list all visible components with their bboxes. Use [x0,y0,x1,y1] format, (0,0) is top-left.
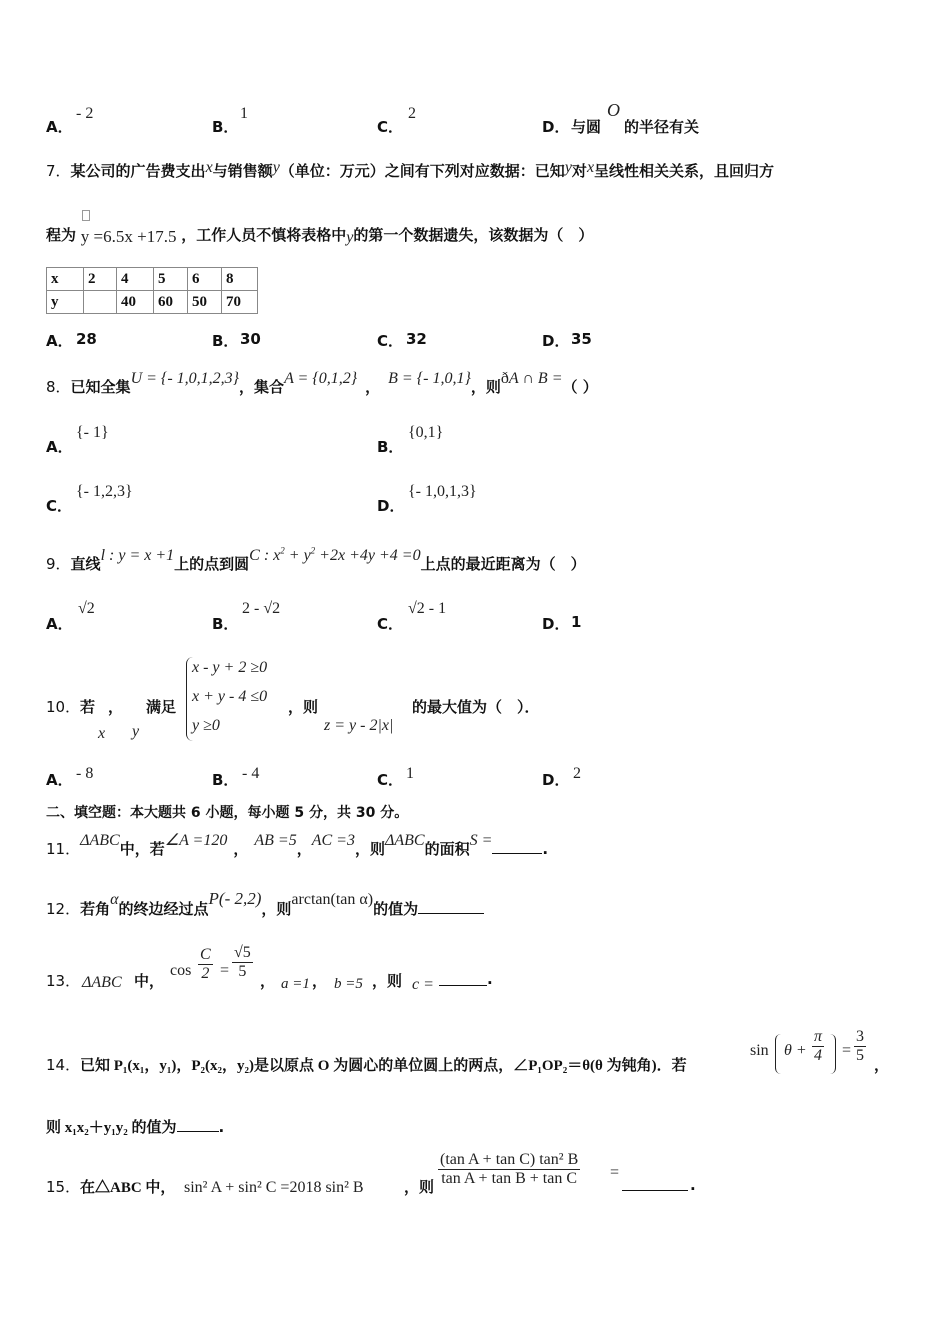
q15-condition: sin² A + sin² C =2018 sin² B [184,1179,364,1196]
q6-option-c: 2 [408,105,416,122]
q15-numerator: (tan A + tan C) tan² B [440,1151,579,1168]
q10-text3: ，则 [288,698,319,716]
q8-complement: ð [500,370,509,387]
q7-number: 7． [46,162,71,180]
q10-var-x: x [98,725,106,742]
q8-label-b: B． [377,438,404,456]
q7-label-d: D． [542,332,570,350]
q7-y: y [272,159,280,176]
q6-option-a: - 2 [76,105,94,122]
table-cell: 5 [154,268,188,291]
q14-pi: π [814,1028,823,1045]
q7-option-b: 30 [240,330,261,348]
q7-label-c: C． [377,332,404,350]
q9-circle-eq: C : $x^2 + y^2 +2x +4y +4 =0$ [249,545,421,564]
q11-ac: AC =3 [311,832,355,849]
q12-text3: ，则 [261,900,292,918]
q14-comma: ， [874,1056,890,1074]
q12-text2: 的终边经过点 [118,900,209,918]
table-cell: 4 [117,268,154,291]
q14-eq: = [842,1042,852,1059]
q7-y3: y [346,229,354,246]
table-cell: y [47,291,84,314]
q9-option-a: √2 [78,600,95,617]
q10-options [46,765,906,789]
q11-triangle: ΔABC [80,832,120,849]
q11-number: 11． [46,840,81,858]
q15-number: 15． [46,1178,81,1196]
q7-text1: 某公司的广告费支出 [70,162,206,180]
q7-label-a: A． [46,332,73,350]
q8-line [46,370,598,397]
q10-constraint-3: y ≥0 [192,717,220,734]
q11-triangle2: ΔABC [384,832,425,849]
q10-text1: 若 [80,698,96,716]
q8-set-b: B = {- 1,0,1} [388,370,471,387]
q8-text1: 已知全集 [70,378,131,396]
q10-option-c: 1 [406,765,414,782]
q10-label-b: B． [212,771,239,789]
table-cell [84,291,117,314]
q7-x2: x [586,159,595,176]
q9-option-b: 2 - √2 [242,600,281,617]
q15-text1: 在△ABC 中， [80,1180,176,1196]
q13-text2: ，则 [372,972,403,990]
q13-five: 5 [238,963,247,980]
q7-hat-icon [82,210,90,221]
q14-line2 [46,1116,224,1137]
q6-label-c: C． [377,118,404,136]
q7-option-c: 32 [406,330,427,348]
q6-option-d-pre: 与圆 [571,118,602,136]
q10-comma: ， [108,698,124,716]
table-cell: 60 [154,291,188,314]
q12-answer-blank [418,899,484,914]
q13-number: 13． [46,972,81,990]
q7-data-table [46,267,258,314]
q8-label-c: C． [46,497,73,515]
q14-number: 14． [46,1056,81,1074]
q14-block [46,1028,906,1084]
q6-label-b: B． [212,118,239,136]
q8-options-row2 [46,483,746,513]
q8-text5: （ ） [562,378,598,396]
q8-option-a: {- 1} [76,424,109,441]
q7-line2 [46,224,593,245]
q7-line2-mid: ，工作人员不慎将表格中 [181,226,347,244]
table-cell: 50 [188,291,222,314]
q14-line2-text: 则 x₁x₂＋y₁y₂ 的值为 [46,1120,177,1136]
q12-alpha: α [110,891,119,908]
q14-sin: sin [750,1042,769,1059]
table-cell: 6 [188,268,222,291]
q14-three: 3 [856,1028,864,1045]
q14-theta: θ + [784,1042,807,1059]
table-cell: 40 [117,291,154,314]
q9-text3: 上点的最近距离为（ ） [420,555,586,573]
q9-text1: 直线 [70,555,101,573]
q13-c: C [200,946,211,963]
q7-option-a: 28 [76,330,97,348]
q13-a: a =1 [281,976,310,992]
q9-label-a: A． [46,615,73,633]
q14-answer-blank [177,1117,219,1132]
q10-label-a: A． [46,771,73,789]
q12-expression: arctan(tan α) [291,891,374,908]
q9-label-c: C． [377,615,404,633]
q6-label-d: D． [542,118,570,136]
q10-option-b: - 4 [242,765,260,782]
q9-text2: 上的点到圆 [174,555,250,573]
table-row [47,291,258,314]
q13-eq: = [220,962,230,979]
q9-label-d: D． [542,615,570,633]
table-cell: 70 [222,291,258,314]
q12-text1: 若角 [80,900,111,918]
q10-objective: z = y - 2|x| [324,717,394,734]
q7-line1 [46,160,774,181]
q10-text2: 满足 [146,698,177,716]
q14-text1: 已知 P₁(x₁，y₁)，P₂(x₂，y₂)是以原点 O 为圆心的单位圆上的两点，∠P₁OP₂＝θ(θ 为钝角)．若 [80,1058,687,1074]
q13-sqrt5: √5 [234,944,251,961]
q15-fraction [438,1151,580,1188]
table-cell: 8 [222,268,258,291]
q9-line-eq: l : y = x +1 [100,547,175,564]
q9-option-d: 1 [571,613,582,631]
q10-number: 10． [46,698,81,716]
q12-text4: 的值为 [373,900,419,918]
q15-denominator: tan A + tan B + tan C [441,1170,578,1187]
q7-regression-eq: y =6.5x +17.5 [80,227,177,246]
q8-text3: ， [365,378,381,396]
q8-number: 8． [46,378,71,396]
q9-label-b: B． [212,615,239,633]
q13-block [46,942,746,998]
q6-option-b: 1 [240,105,248,122]
q6-option-d-post: 的半径有关 [624,118,700,136]
q9-line [46,545,586,574]
q15-block [46,1150,906,1206]
q12-number: 12． [46,900,81,918]
q14-five: 5 [856,1047,864,1064]
section-heading: 二、填空题：本大题共 6 小题，每小题 5 分，共 30 分。 [46,805,409,821]
table-cell: 2 [84,268,117,291]
q14-paren-right-icon [830,1034,836,1074]
q9-options [46,598,906,633]
q10-text4: 的最大值为（ ）． [412,698,540,716]
q11-text1: 中，若 [119,840,165,858]
q11-angle: ∠A =120 [164,832,228,849]
q15-equals: = [610,1164,620,1181]
q13-comma1: ， [260,972,276,990]
q11-area: S = [469,832,493,849]
q10-constraint-2: x + y - 4 ≤0 [192,688,268,705]
q12-point: P(- 2,2) [208,889,262,908]
table-row [47,268,258,291]
q8-option-d: {- 1,0,1,3} [408,483,477,500]
q11-text3: 的面积 [424,840,470,858]
q10-label-c: C． [377,771,404,789]
q6-label-a: A． [46,118,73,136]
q7-y2: y [564,159,572,176]
q15-text2: ，则 [404,1178,435,1196]
q6-option-d-var: O [607,100,620,120]
q15-end: . [690,1176,696,1194]
q8-option-b: {0,1} [408,424,444,441]
q11-text2: ，则 [354,840,385,858]
q10-block [46,655,906,745]
q13-cos: cos [170,962,192,979]
q8-label-a: A． [46,438,73,456]
q7-x: x [205,159,213,176]
q13-triangle: ΔABC [82,974,122,991]
q8-option-c: {- 1,2,3} [76,483,133,500]
q9-number: 9． [46,555,71,573]
q11-end: . [542,840,549,858]
q13-two: 2 [201,965,210,982]
q13-end: . [487,970,493,988]
q7-text5: 呈线性相关关系，且回归方 [594,162,775,180]
q13-comma2: ， [312,972,328,990]
q15-answer-blank [622,1176,688,1191]
q7-option-d: 35 [571,330,592,348]
q13-c-eq: c = [412,976,434,993]
q14-paren-left-icon [775,1034,781,1074]
q7-label-b: B． [212,332,239,350]
q11-ab: AB =5 [254,832,297,849]
q11-answer-blank [492,839,542,854]
q8-expr: A ∩ B = [508,370,563,387]
q6-options [46,100,906,136]
q8-text4: ，则 [470,378,501,396]
q11-comma2: ， [296,840,312,858]
q8-options-row1 [46,424,746,454]
q10-var-y: y [132,723,140,740]
q14-fraction-35 [854,1028,866,1065]
q7-line2-post: 的第一个数据遗失，该数据为（ ） [353,226,594,244]
table-cell: x [47,268,84,291]
q8-universal-set: U = {- 1,0,1,2,3} [130,370,240,387]
q14-four: 4 [814,1047,822,1064]
q7-text4: 对 [571,162,587,180]
q13-b: b =5 [334,976,363,992]
q14-end: . [218,1118,225,1136]
q9-option-c: √2 - 1 [408,600,447,617]
q8-text2: ，集合 [239,378,285,396]
q13-fraction-sqrt5 [232,944,253,981]
q10-constraint-1: x - y + 2 ≥0 [192,659,268,676]
q14-fraction-pi4 [812,1028,824,1065]
q10-option-d: 2 [573,765,581,782]
q7-text3: （单位：万元）之间有下列对应数据：已知 [279,162,565,180]
q13-answer-blank [439,971,487,986]
q8-label-d: D． [377,497,405,515]
q11-line [46,832,549,859]
q13-fraction-c2 [198,946,213,983]
q11-comma1: ， [233,840,249,858]
q7-text2: 与销售额 [212,162,273,180]
q8-set-a: A = {0,1,2} [284,370,358,387]
q10-option-a: - 8 [76,765,94,782]
q12-line [46,889,484,919]
q10-label-d: D． [542,771,570,789]
q13-text1: 中， [134,972,165,990]
q7-line2-pre: 程为 [46,226,77,244]
